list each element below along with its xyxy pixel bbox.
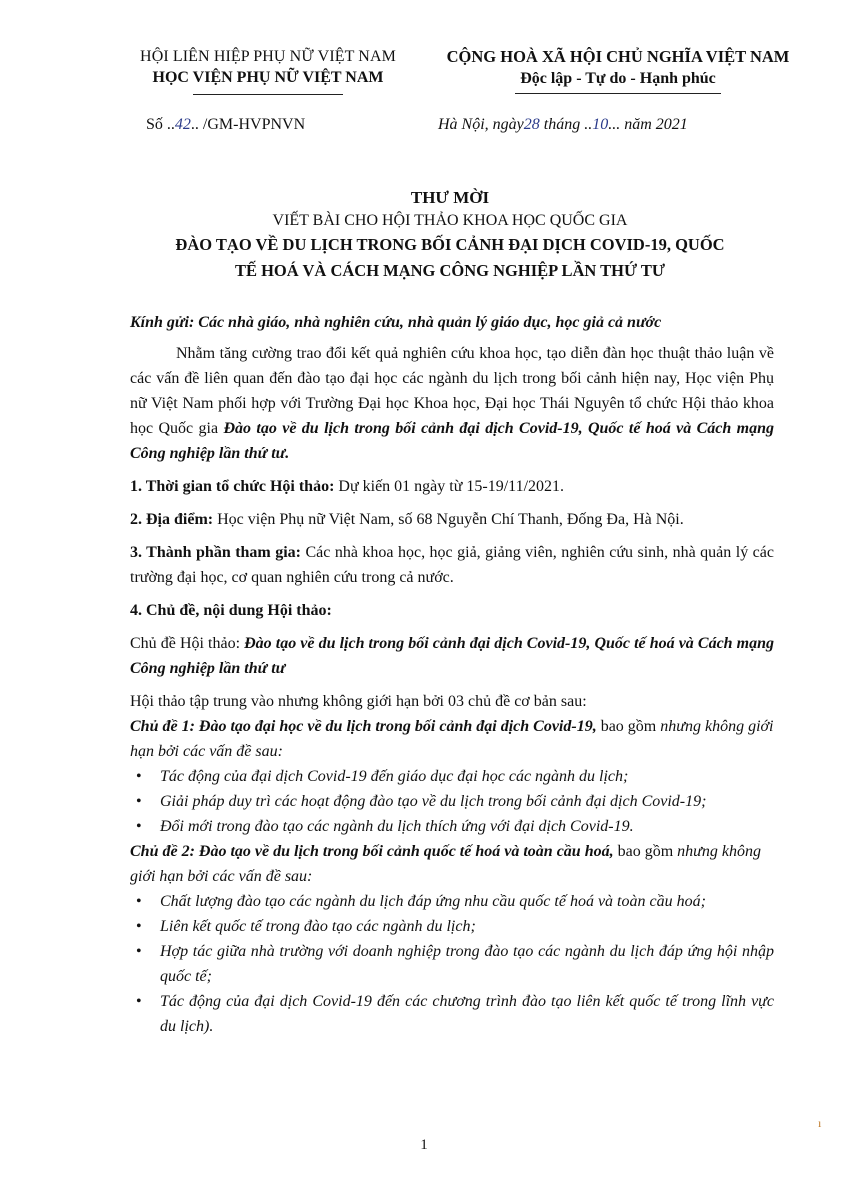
list-item: • Đổi mới trong đào tạo các ngành du lịch thích ứng với đại dịch Covid-19. — [130, 814, 774, 839]
issuer-block — [128, 46, 408, 95]
conference-topic-line-2: TẾ HOÁ VÀ CÁCH MẠNG CÔNG NGHIỆP LẦN THỨ TƯ — [234, 261, 666, 280]
section-participants-label: 3. Thành phần tham gia: — [130, 544, 301, 561]
topic-2-lead-rest: nhưng không giới hạn bởi các vấn đề sau: — [130, 843, 761, 885]
list-item: • Liên kết quốc tế trong đào tạo các ngành du lịch; — [130, 914, 774, 939]
date-year: ... năm 2021 — [608, 116, 688, 133]
section-venue — [130, 507, 774, 532]
greeting-recipients: Các nhà giáo, nhà nghiên cứu, nhà quản lý giáo dục, học giả cả nước — [194, 314, 662, 331]
conference-theme — [130, 631, 774, 681]
doc-number-suffix: .. /GM-HVPNVN — [190, 116, 306, 133]
intro-conference-name: Đào tạo về du lịch trong bối cảnh đại dịch Covid-19, Quốc tế hoá và Cách mạng Công nghiệp lần thứ tư. — [130, 420, 774, 462]
topic-1-lead: bao gồm — [596, 718, 657, 735]
topic-2-lead: bao gồm — [613, 843, 674, 860]
national-motto: Độc lập - Tự do - Hạnh phúc — [520, 70, 716, 87]
document-number — [146, 116, 305, 134]
conference-topic-line-1: ĐÀO TẠO VỀ DU LỊCH TRONG BỐI CẢNH ĐẠI DỊCH COVID-19, QUỐC — [175, 235, 725, 254]
letter-body — [130, 310, 774, 1039]
section-participants — [130, 540, 774, 590]
section-venue-label: 2. Địa điểm: — [130, 511, 214, 528]
theme-value: Đào tạo về du lịch trong bối cảnh đại dịch Covid-19, Quốc tế hoá và Cách mạng Công nghiệp lần thứ tư — [130, 635, 774, 677]
document-subtitle: VIẾT BÀI CHO HỘI THẢO KHOA HỌC QUỐC GIA — [272, 212, 628, 229]
page-number: 1 — [420, 1137, 428, 1153]
topic-2-heading — [130, 839, 774, 889]
topic-1-lead-rest: nhưng không giới hạn bởi các vấn đề sau: — [130, 718, 774, 760]
motto-underline — [515, 93, 721, 94]
topic-2-list — [130, 889, 774, 1039]
theme-label: Chủ đề Hội thảo: — [130, 635, 245, 652]
date-month-label: tháng .. — [539, 116, 593, 133]
handwritten-day: 28 — [523, 116, 540, 133]
issuer-underline — [193, 94, 343, 95]
scan-speck: ı — [818, 1116, 822, 1130]
section-time-value: Dự kiến 01 ngày từ 15-19/11/2021. — [334, 478, 565, 495]
country-name: CỘNG HOÀ XÃ HỘI CHỦ NGHĨA VIỆT NAM — [446, 47, 790, 66]
greeting-label: Kính gửi: — [130, 314, 195, 331]
list-item: • Giải pháp duy trì các hoạt động đào tạo về du lịch trong bối cảnh đại dịch Covid-19; — [130, 789, 774, 814]
topic-2-title: Chủ đề 2: Đào tạo về du lịch trong bối cảnh quốc tế hoá và toàn cầu hoá, — [130, 843, 614, 860]
section-time — [130, 474, 774, 499]
list-item: • Tác động của đại dịch Covid-19 đến giáo dục đại học các ngành du lịch; — [130, 764, 774, 789]
doc-number-prefix: Số .. — [146, 116, 175, 133]
national-header — [410, 46, 826, 94]
issue-date — [438, 116, 688, 134]
topic-1-title: Chủ đề 1: Đào tạo đại học về du lịch trong bối cảnh đại dịch Covid-19, — [130, 718, 597, 735]
section-content-heading: 4. Chủ đề, nội dung Hội thảo: — [130, 602, 332, 619]
list-item: • Tác động của đại dịch Covid-19 đến các chương trình đào tạo liên kết quốc tế trong lĩnh vực du lịch). — [130, 989, 774, 1039]
handwritten-doc-number: 42 — [174, 116, 191, 133]
topic-1-heading — [130, 714, 774, 764]
list-item: • Chất lượng đào tạo các ngành du lịch đáp ứng nhu cầu quốc tế hoá và toàn cầu hoá; — [130, 889, 774, 914]
date-prefix: Hà Nội, ngày — [438, 116, 524, 133]
section-time-label: 1. Thời gian tổ chức Hội thảo: — [130, 478, 335, 495]
list-item: • Hợp tác giữa nhà trường với doanh nghiệp trong đào tạo các ngành du lịch đáp ứng hội nhập quốc tế; — [130, 939, 774, 989]
topic-1-list — [130, 764, 774, 839]
parent-organization: HỘI LIÊN HIỆP PHỤ NỮ VIỆT NAM — [140, 48, 396, 65]
intro-paragraph — [130, 341, 774, 466]
topics-intro: Hội thảo tập trung vào nhưng không giới hạn bởi 03 chủ đề cơ bản sau: — [130, 693, 587, 710]
document-title: THƯ MỜI — [410, 188, 490, 207]
title-block — [90, 186, 810, 284]
handwritten-month: 10 — [592, 116, 609, 133]
intro-text: Nhằm tăng cường trao đổi kết quả nghiên cứu khoa học, tạo diễn đàn học thuật thảo luận về các vấn đề liên quan đến đào tạo đại học các ngành du lịch trong bối cảnh hiện nay, Học viện Phụ nữ Việt Nam phối hợp với Trường Đại học Khoa học, Đại học Thái Nguyên tổ chức Hội thảo khoa học Quốc gia — [130, 345, 774, 437]
section-participants-value: Các nhà khoa học, học giả, giảng viên, nghiên cứu sinh, nhà quản lý các trường đại học, cơ quan nghiên cứu trong cả nước. — [130, 544, 774, 586]
organization-name: HỌC VIỆN PHỤ NỮ VIỆT NAM — [152, 69, 384, 86]
greeting — [130, 310, 774, 335]
section-venue-value: Học viện Phụ nữ Việt Nam, số 68 Nguyễn Chí Thanh, Đống Đa, Hà Nội. — [213, 511, 684, 528]
